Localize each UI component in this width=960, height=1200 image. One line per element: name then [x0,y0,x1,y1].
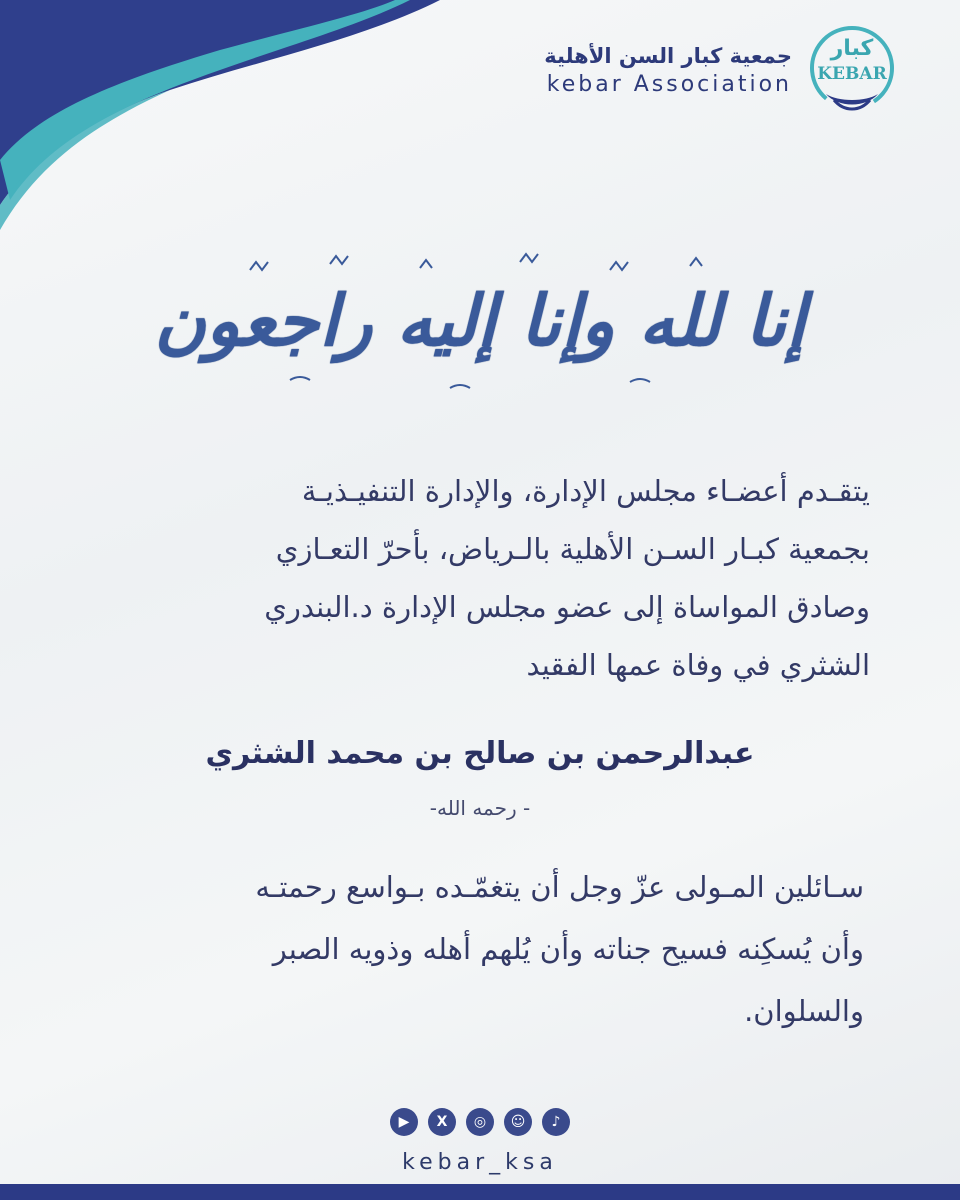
message-line: يتقـدم أعضـاء مجلس الإدارة، والإدارة التنفيـذيـة [301,474,870,508]
social-icons [0,1108,960,1136]
snapchat-icon[interactable]: ☺ [504,1108,532,1136]
instagram-icon[interactable]: ◎ [466,1108,494,1136]
logo-mark-english: KEBAR [817,64,887,84]
calligraphy-heading [154,255,806,385]
condolence-message [90,462,870,694]
corner-wave-decoration [0,0,440,240]
message-line: وصادق المواساة إلى عضو مجلس الإدارة د.البندري [264,590,870,624]
logo-mark [804,22,900,118]
logo-mark-arabic: كبار [830,36,874,61]
deceased-name: عبدالرحمن بن صالح بن محمد الشثري [205,736,755,771]
prayer-line: والسلوان. [744,994,864,1028]
prayer-message [84,856,864,1042]
rahimahu-allah: - رحمه الله- [429,796,531,820]
message-line: بجمعية كبـار السـن الأهلية بالـرياض، بأحرّ التعـازي [275,532,870,566]
logo-text [544,44,792,97]
prayer-line: سـائلين المـولى عزّ وجل أن يتغمّـده بـواسع رحمتـه [255,870,864,904]
message-line: الشثري في وفاة عمها الفقيد [526,648,870,682]
tiktok-icon[interactable]: ♪ [542,1108,570,1136]
prayer-line: وأن يُسكِنه فسيح جناته وأن يُلهم أهله وذويه الصبر [272,932,864,966]
logo-block [544,22,900,118]
logo-name-english: kebar Association [546,71,792,97]
social-handle: kebar_ksa [402,1150,558,1175]
logo-name-arabic: جمعية كبار السن الأهلية [544,43,792,68]
bottom-bar [0,1184,960,1200]
youtube-icon[interactable]: ▶ [390,1108,418,1136]
calligraphy-text: إنا لله وإنا إليه راجعون [154,278,806,362]
x-icon[interactable]: X [428,1108,456,1136]
